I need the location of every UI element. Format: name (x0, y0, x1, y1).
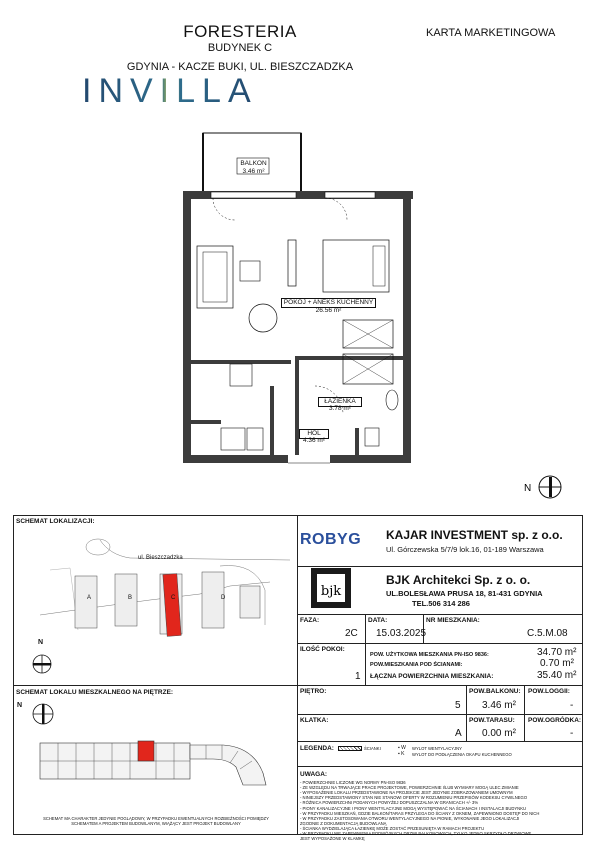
ogrodek-label: POW.OGRÓDKA: (528, 717, 582, 724)
wall-hatch-icon (338, 746, 362, 751)
hall-area: 4.36 m² (302, 437, 326, 444)
architect-phone: TEL.506 314 286 (412, 599, 470, 608)
balkon-value: 3.46 m² (482, 700, 516, 711)
laczna-value: 35.40 m² (537, 670, 577, 681)
floor-schema-map (38, 733, 278, 788)
robyg-logo: ROBYG (300, 531, 362, 548)
north-compass-icon (520, 472, 570, 502)
uwaga-line: JEST WYPOSAŻONE W KLAMKĘ (300, 836, 365, 842)
invilla-logo (80, 68, 255, 108)
location-title: SCHEMAT LOKALIZACJI: (16, 518, 95, 525)
uwaga-line: - ŚCIANKA WYDZIELAJĄCA ŁAZIENKĘ MOŻE ZOSTAĆ PRZESUNIĘTA W RAMACH PROJEKTU (300, 825, 485, 831)
legend-title: LEGENDA: (300, 745, 334, 752)
faza-value: 2C (345, 628, 358, 639)
address-label: GDYNIA - KACZE BUKI, UL. BIESZCZADZKA (126, 61, 354, 73)
ogrodek-value: - (570, 728, 574, 739)
location-compass-icon (29, 642, 55, 682)
pow-uzytkowa-value: 34.70 m² (537, 647, 577, 658)
floor-footnote: SCHEMAT MA CHARAKTER JEDYNIE POGLĄDOWY, W PRZYPADKU EWENTUALNYCH ROZBIEŻNOŚCI POMIĘDZY SCHEMATEM A PROJEKTEM BUDOWLANYM, WIĄŻĄCY JEST PROJEKT BUDOWLANY (43, 816, 269, 826)
balcony-area: 3.46 m² (242, 168, 265, 175)
pokoje-value: 1 (355, 671, 361, 682)
uwaga-line: ZGODNIE Z DOKUMENTACJĄ BUDOWLANĄ (300, 820, 387, 826)
uwaga-line: - POWIERZCHNIE LICZONE WG NORMY PN-ISO 9836 (300, 780, 406, 785)
bathroom-label: ŁAZIENKA (318, 397, 362, 407)
pow-pod-scianami-value: 0.70 m² (540, 658, 574, 669)
legend-sciana: ŚCIANKI (364, 746, 381, 751)
svg-text:N: N (524, 483, 532, 494)
faza-label: FAZA: (300, 617, 320, 624)
vent-icon: ▪ W (398, 745, 406, 751)
bjk-logo (311, 568, 351, 608)
kitchen-vent-icon: ▪ K (398, 751, 405, 757)
building-b: B (128, 595, 133, 601)
klatka-label: KLATKA: (300, 717, 329, 724)
pokoje-label: ILOŚĆ POKOI: (300, 646, 345, 653)
uwaga-line: - NINIEJSZY PRZEDSTAWIONY STAN NIE STANOWI OFERTY W ROZUMIENIU PRZEPISÓW KODEKSU CYWILNEGO (300, 795, 528, 801)
building-d: D (221, 595, 226, 601)
balkon-label: POW.BALKONU: (469, 688, 521, 695)
bathroom-area: 3.78 m² (328, 405, 352, 412)
uwaga-line: - W PRZYPADKU NIE ZAPEWNIENIA PODWÓJNYCH DRZWI BALKONOWYCH, TYLKO JEDNO SKRZYDŁO DRZWIOWE (300, 831, 532, 836)
hall-label: HOL (299, 429, 329, 439)
pietro-label: PIĘTRO: (300, 688, 327, 695)
floor-schema-title: SCHEMAT LOKALU MIESZKALNEGO NA PIĘTRZE: (16, 689, 174, 696)
developer-name: KAJAR INVESTMENT sp. z o.o. (386, 528, 563, 542)
uwaga-line: - W PRZYPADKU MIESZKAŃ, GDZIE BALKON/TARAS PRZYLEGA DO ŚCIANY Z OKNEM, ZAPEWNIONO DOSTĘP DO NICH (300, 810, 540, 816)
taras-value: 0.00 m² (482, 728, 516, 739)
street-label: ul. Bieszczadzka (138, 555, 183, 561)
project-title: FORESTERIA (183, 22, 297, 41)
building-c: C (171, 595, 176, 601)
room-area: 26.56 m² (315, 307, 342, 314)
floor-north: N (17, 702, 23, 709)
nr-label: NR MIESZKANIA: (426, 617, 480, 624)
taras-label: POW.TARASU: (469, 717, 515, 724)
room-label: POKÓJ + ANEKS KUCHENNY (281, 298, 376, 308)
svg-text:INVILLA: INVILLA (82, 72, 255, 108)
uwaga-line: - PIONY KANALIZACYJNE I PIONY WENTYLACYJNE MOGĄ WYSTĘPOWAĆ NA ŚCIANACH I INSTALACJI BUDYNKU (300, 805, 527, 811)
location-map (30, 530, 292, 640)
loggia-value: - (570, 700, 574, 711)
document-type: KARTA MARKETINGOWA (426, 27, 556, 39)
loggia-label: POW.LOGGII: (528, 688, 570, 695)
laczna-label: ŁĄCZNA POWIERZCHNIA MIESZKANIA: (370, 673, 494, 680)
data-value: 15.03.2025 (376, 628, 427, 639)
uwaga-line: - ZE WZGLĘDU NA TRWAJĄCE PRACE PROJEKTOWE, POWIERZCHNIE I/LUB WYMIARY MOGĄ ULEC ZMIANIE (300, 785, 519, 791)
legend-wentylacja: WYLOT WENTYLACYJNY (412, 746, 462, 751)
uwaga-line: - W PRZYPADKU ZASTOSOWANIA OTWORU WENTYLACYJNEGO NA PIONIE, WYKONANIE JEGO LOKALIZACJI (300, 815, 520, 821)
architect-name: BJK Architekci Sp. z o. o. (386, 573, 531, 587)
uwaga-line: - RÓŻNICA POWIERZCHNI PODANYCH POWYŻEJ DOPUSZCZALNA W GRANICACH +/- 3% (300, 800, 479, 806)
floor-compass-icon (28, 699, 58, 729)
architect-address: UL.BOLESŁAWA PRUSA 18, 81-431 GDYNIA (386, 589, 543, 598)
nr-value: C.5.M.08 (527, 628, 568, 639)
uwaga-title: UWAGA: (300, 771, 328, 778)
klatka-value: A (455, 728, 462, 739)
svg-text:bjk: bjk (320, 584, 342, 599)
uwaga-line: - WYPOSAŻENIE LOKALU PRZEDSTAWIONE NA PROJEKCIE JEST JEDYNIE ZOBRAZOWANIEM UMOWNYM (300, 790, 513, 796)
developer-address: Ul. Górczewska 5/7/9 lok.16, 01-189 Warszawa (386, 545, 544, 554)
building-a: A (87, 595, 92, 601)
data-label: DATA: (368, 617, 388, 624)
location-north: N (38, 639, 44, 646)
pietro-value: 5 (455, 700, 461, 711)
balcony-label: BALKON (240, 160, 267, 167)
pow-pod-scianami-label: POW.MIESZKANIA POD ŚCIANAMI: (370, 662, 463, 668)
legend-kuchnia: WYLOT DO PODŁĄCZENIA OKAPU KUCHENNEGO (412, 752, 512, 757)
building-label: BUDYNEK C (207, 42, 273, 54)
pow-uzytkowa-label: POW. UŻYTKOWA MIESZKANIA PN-ISO 9836: (370, 652, 489, 658)
